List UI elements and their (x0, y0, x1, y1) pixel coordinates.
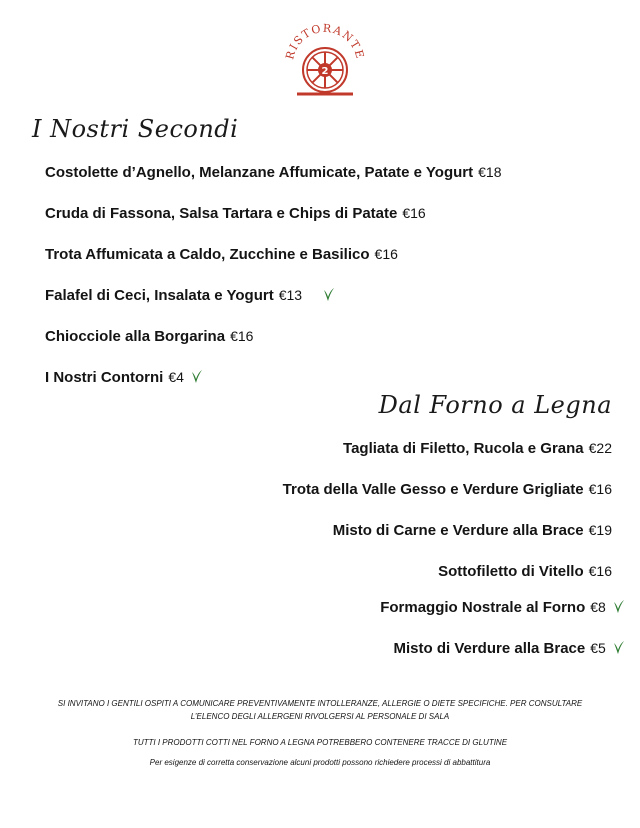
wagon-wheel-icon (279, 20, 371, 102)
leaf-icon (612, 640, 626, 656)
dish-price: €16 (402, 205, 426, 221)
dish-name: Falafel di Ceci, Insalata e Yogurt (45, 287, 274, 304)
restaurant-logo (279, 20, 371, 102)
conservation-notice: Per esigenze di corretta conservazione alcuni prodotti possono richiedere processi di abbattitura (149, 758, 491, 767)
dish-price: €16 (374, 246, 398, 262)
dish-price: €5 (590, 640, 606, 656)
dish-name: Chiocciole alla Borgarina (45, 328, 226, 345)
dish-price: €8 (590, 599, 606, 615)
dish-name: Trota Affumicata a Caldo, Zucchine e Basilico (45, 246, 370, 263)
section-title-forno: Dal Forno a Legna (378, 391, 612, 419)
dish-name: Misto di Carne e Verdure alla Brace (332, 522, 584, 539)
logo-number: 2 (321, 66, 329, 77)
menu-item (394, 640, 627, 657)
menu-item (45, 205, 426, 222)
allergen-notice (20, 698, 620, 723)
dish-name: Tagliata di Filetto, Rucola e Grana (343, 440, 584, 457)
menu-item (438, 563, 612, 580)
section-title-secondi: I Nostri Secondi (32, 115, 239, 143)
dish-price: €19 (588, 522, 612, 538)
leaf-icon (322, 287, 336, 303)
menu-item (45, 287, 336, 304)
dish-price: €22 (588, 440, 612, 456)
dish-name: I Nostri Contorni (45, 369, 164, 386)
dish-price: €4 (168, 369, 184, 385)
leaf-icon (612, 599, 626, 615)
menu-item (333, 522, 612, 539)
gluten-notice: TUTTI I PRODOTTI COTTI NEL FORNO A LEGNA POTREBBERO CONTENERE TRACCE DI GLUTINE (132, 738, 508, 747)
menu-item (45, 164, 501, 181)
dish-name: Costolette d’Agnello, Melanzane Affumicate, Patate e Yogurt (45, 164, 474, 181)
menu-item (283, 481, 612, 498)
menu-item (45, 328, 253, 345)
menu-item (45, 369, 204, 386)
dish-price: €16 (588, 563, 612, 579)
dish-name: Misto di Verdure alla Brace (393, 640, 586, 657)
dish-price: €16 (230, 328, 254, 344)
allergen-notice-line-1: SI INVITANO I GENTILI OSPITI A COMUNICARE PREVENTIVAMENTE INTOLLERANZE, ALLERGIE O DIETE SPECIFICHE. PER CONSULTARE (57, 699, 583, 708)
dish-name: Sottofiletto di Vitello (438, 563, 584, 580)
dish-price: €13 (278, 287, 303, 303)
logo-text: RISTORANTE (283, 21, 367, 61)
menu-item (45, 246, 398, 263)
dish-name: Formaggio Nostrale al Forno (380, 599, 586, 616)
dish-price: €16 (588, 481, 612, 497)
dish-price: €18 (478, 164, 502, 180)
leaf-icon (190, 369, 204, 385)
dish-name: Cruda di Fassona, Salsa Tartara e Chips di Patate (45, 205, 398, 222)
menu-item (343, 440, 612, 457)
dish-name: Trota della Valle Gesso e Verdure Grigliate (282, 481, 584, 498)
allergen-notice-line-2: L’ELENCO DEGLI ALLERGENI RIVOLGERSI AL PERSONALE DI SALA (190, 711, 450, 721)
menu-item (380, 599, 626, 616)
